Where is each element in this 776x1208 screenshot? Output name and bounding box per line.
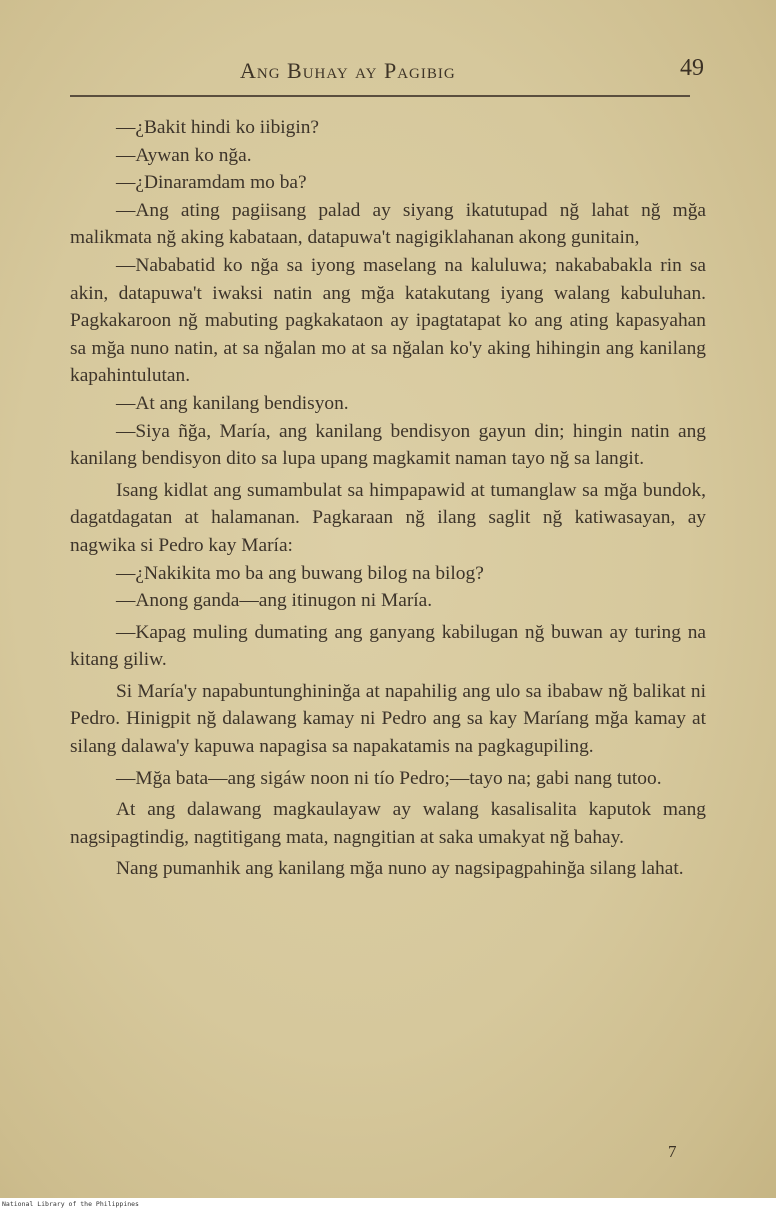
paragraph: —¿Dinaramdam mo ba? — [116, 172, 307, 194]
paragraph: Nang pumanhik ang kanilang mğa nuno ay nagsipagpahinğa silang lahat. — [116, 858, 684, 880]
paragraph: —Aywan ko nğa. — [116, 144, 252, 166]
paragraph: —¿Bakit hindi ko iibigin? — [116, 117, 320, 138]
signature-mark: 7 — [668, 1142, 677, 1161]
paragraph: —Siya ñğa, María, ang kanilang bendisyon gayun din; hingin natin ang kanilang bendisyon dito sa lupa upang magkamit naman tayo nğ sa langit. — [70, 420, 706, 470]
paragraph: Isang kidlat ang sumambulat sa himpapawid at tumanglaw sa mğa bundok, dagatdagatan at halamanan. Pagkaraan nğ ilang saglit nğ katiwasayan, ay nagwika si Pedro kay María: — [70, 479, 706, 556]
paragraph: —¿Nakikita mo ba ang buwang bilog na bilog? — [116, 562, 484, 584]
paragraph: —Anong ganda—ang itinugon ni María. — [116, 590, 433, 612]
body-text — [70, 114, 706, 883]
header-rule — [70, 95, 690, 97]
paragraph: Si María'y napabuntunghininğa at napahilig ang ulo sa ibabaw nğ balikat ni Pedro. Hinigpit nğ dalawang kamay ni Pedro ang sa kay Maríang mğa kamay at silang dalawa'y kapuwa napagisa sa napakatamis na pagkagupiling. — [70, 680, 706, 758]
paragraph: At ang dalawang magkaulayaw ay walang kasalisalita kaputok mang nagsipagtindig, nagtitigang mata, nagngitian at saka umakyat nğ bahay. — [70, 799, 706, 848]
paragraph: —Nababatid ko nğa sa iyong maselang na kaluluwa; nakababakla rin sa akin, datapuwa't iwaksi natin ang mğa katakutang iyang walang kabuluhan. Pagkakaroon nğ mabuting pagkakataon ay ipagtatapat ko ang ating kapasyahan sa mğa nuno natin, at sa nğalan mo at sa nğalan ko'y aking hihingin ang kanilang kapahintulutan. — [70, 254, 706, 387]
paragraph: —At ang kanilang bendisyon. — [116, 392, 349, 414]
paragraph: —Kapag muling dumating ang ganyang kabilugan nğ buwan ay turing na kitang giliw. — [70, 621, 706, 671]
library-credit: National Library of the Philippines — [2, 1200, 139, 1208]
paragraph: —Ang ating pagiisang palad ay siyang ikatutupad nğ lahat nğ mğa malikmata nğ aking kabataan, datapuwa't nagigiklahanan akong gunitain, — [70, 199, 706, 249]
running-header-title: Ang Buhay ay Pagibig — [240, 58, 456, 83]
paragraph: —Mğa bata—ang sigáw noon ni tío Pedro;—tayo na; gabi nang tutoo. — [116, 767, 662, 789]
page-number: 49 — [680, 55, 704, 81]
